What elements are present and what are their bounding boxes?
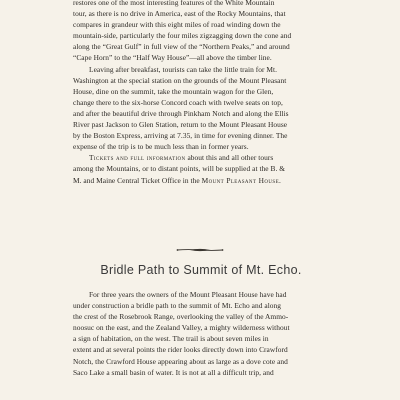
- text-line: among the Mountains, or to distant points, will be supplied at the B. &: [73, 164, 286, 174]
- text-line: under construction a bridle path to the summit of Mt. Echo and along: [73, 301, 282, 311]
- text-line: extent and at several points the rider looks directly down into Crawford: [73, 345, 288, 355]
- text-line: the crest of the Rosebrook Range, overlooking the valley of the Ammo-: [73, 312, 289, 322]
- section-title: Bridle Path to Summit of Mt. Echo.: [100, 263, 302, 277]
- office-name: Mount Pleasant House: [201, 175, 280, 185]
- leaving-paragraph: [73, 64, 329, 153]
- intro-paragraph: [73, 0, 329, 64]
- text-line: Saco Lake a small basin of water. It is not at all a difficult trip, and: [73, 367, 274, 377]
- text-line: For three years the owners of the Mount Pleasant House have had: [89, 290, 287, 299]
- text-line: about this and all other tours: [185, 153, 274, 163]
- text-line: expense of the trip is to be much less than in former years.: [73, 142, 249, 152]
- upper-text-block: [73, 0, 329, 186]
- text-line: mountain-side, particularly the four miles zigzagging down the cone and: [73, 31, 292, 41]
- text-line: a sign of habitation, on the west. The trail is about seven miles in: [73, 334, 269, 344]
- tickets-lead: Tickets and full information: [89, 153, 186, 163]
- text-line: “Cape Horn” to the “Half Way House”—all above the timber line.: [73, 53, 272, 63]
- text-line: tour, as there is no drive in America, east of the Rocky Mountains, that: [73, 9, 286, 19]
- text-line: along the “Great Gulf” in full view of the “Northern Peaks,” and around: [73, 42, 290, 52]
- text-line: Notch, the Crawford House appearing about as large as a dove cote and: [73, 356, 288, 366]
- bridle-path-paragraph: [73, 289, 329, 378]
- lower-text-block: [73, 289, 329, 378]
- text-line: compares in grandeur with this eight miles of road winding down the: [73, 20, 281, 30]
- text-line: Leaving after breakfast, tourists can take the little train for Mt.: [89, 64, 278, 74]
- text-line: House, dine on the summit, take the mountain wagon for the Glen,: [73, 86, 274, 96]
- text-line: .: [279, 175, 281, 185]
- text-line: by the Boston Express, arriving at 7.35, in time for evening dinner. The: [73, 131, 288, 141]
- text-line: and after the beautiful drive through Pinkham Notch and along the Ellis: [73, 108, 289, 118]
- ornamental-divider-icon: [176, 247, 224, 253]
- text-line: change there to the six-horse Concord coach with twelve seats on top,: [73, 97, 283, 107]
- text-line: Washington at the special station on the grounds of the Mount Pleasant: [73, 75, 287, 85]
- text-line: River past Jackson to Glen Station, return to the Mount Pleasant House: [73, 120, 288, 130]
- text-line: noosuc on the east, and the Zealand Valley, a mighty wilderness without: [73, 323, 290, 333]
- tickets-paragraph: [73, 152, 329, 185]
- text-line: M. and Maine Central Ticket Office in the: [73, 175, 202, 185]
- text-line: restores one of the most interesting features of the White Mountain: [73, 0, 275, 7]
